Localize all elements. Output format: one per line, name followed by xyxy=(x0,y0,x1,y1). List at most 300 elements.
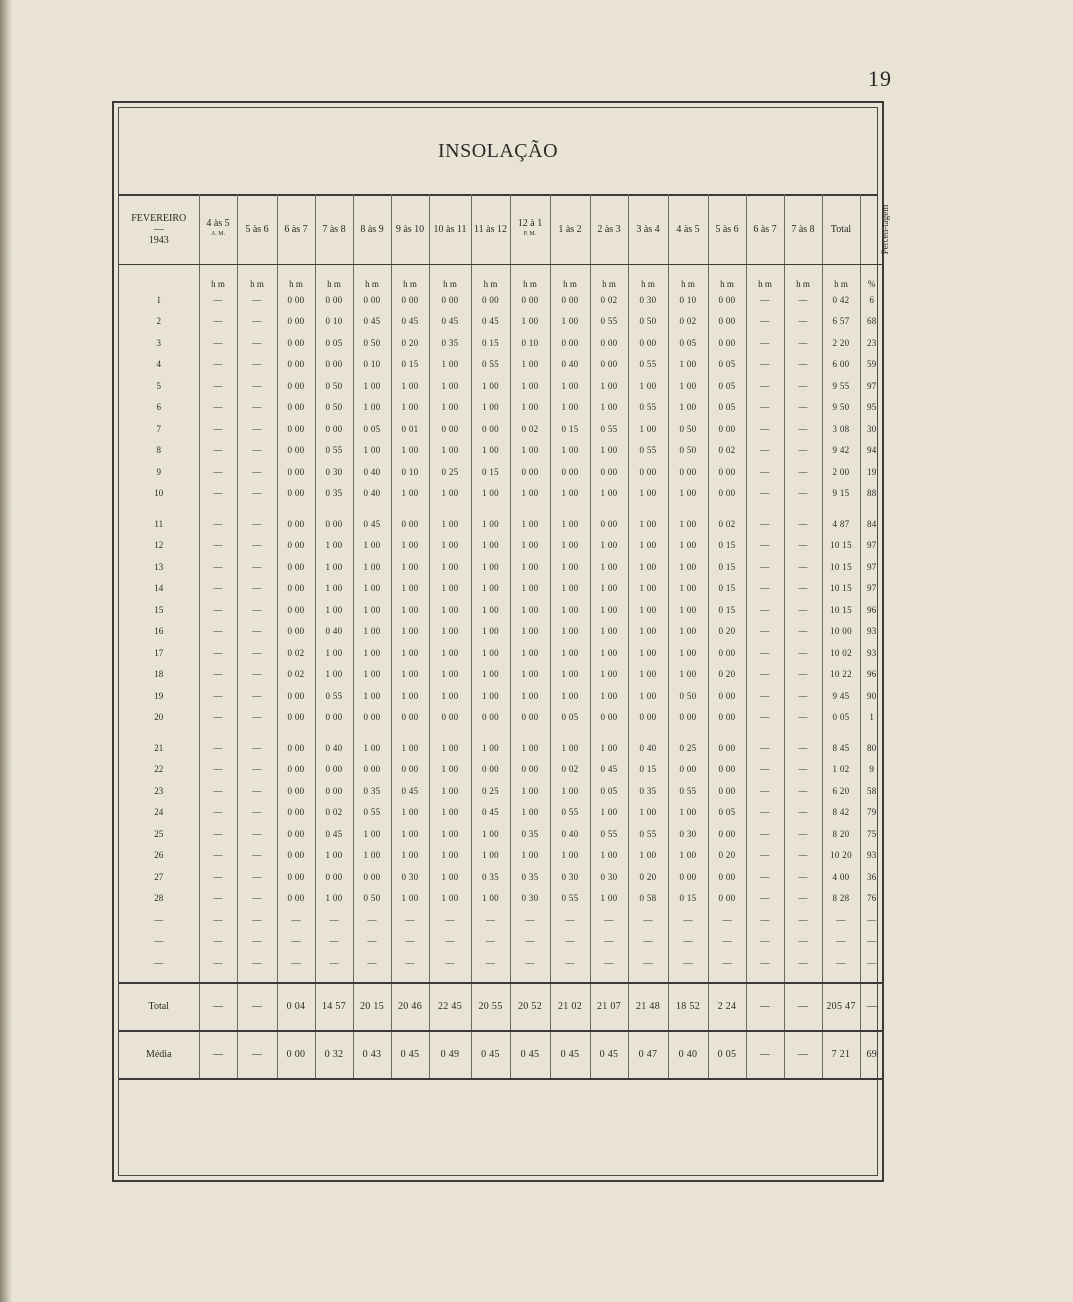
hour-cell: 0 45 xyxy=(471,311,510,333)
hour-cell: — xyxy=(199,418,237,440)
hour-cell: 0 55 xyxy=(550,888,590,910)
hour-cell: — xyxy=(784,707,822,729)
header-percent: Percen-tagem xyxy=(860,194,883,265)
day-number: 10 xyxy=(154,488,164,499)
gap-cell xyxy=(237,504,277,513)
totals-row-cell: — xyxy=(746,983,784,1031)
header-month-year xyxy=(119,194,199,265)
day-percent: 97 xyxy=(860,375,883,397)
hour-cell: 0 15 xyxy=(708,535,746,557)
hour-cell: 1 00 xyxy=(471,513,510,535)
hour-cell: 1 00 xyxy=(628,664,668,686)
hour-cell: — xyxy=(199,556,237,578)
hour-cell: 1 00 xyxy=(510,311,550,333)
hour-cell: 1 00 xyxy=(628,621,668,643)
hour-cell: 0 00 xyxy=(708,461,746,483)
day-percent: 97 xyxy=(860,578,883,600)
hour-cell: — xyxy=(199,664,237,686)
hour-cell: 1 00 xyxy=(590,888,628,910)
day-number: 17 xyxy=(154,647,164,658)
filler-cell xyxy=(353,974,391,983)
day-number: 5 xyxy=(156,380,161,391)
hour-cell: 1 00 xyxy=(353,845,391,867)
gap-cell xyxy=(277,728,315,737)
hour-cell: 1 00 xyxy=(668,397,708,419)
empty-cell: — xyxy=(471,931,510,953)
day-percent: 1 xyxy=(860,707,883,729)
hour-cell: — xyxy=(237,866,277,888)
empty-cell: — xyxy=(550,931,590,953)
hour-cell: — xyxy=(746,354,784,376)
gap-cell xyxy=(429,728,471,737)
hour-cell: 0 50 xyxy=(668,685,708,707)
gap-cell xyxy=(315,504,353,513)
unit-hm: h m xyxy=(708,265,746,290)
hour-cell: 0 00 xyxy=(471,707,510,729)
hour-cell: 1 00 xyxy=(429,513,471,535)
hour-cell: 1 00 xyxy=(590,397,628,419)
hour-cell: 1 00 xyxy=(471,397,510,419)
day-number: 9 xyxy=(156,466,161,477)
hour-cell: 1 00 xyxy=(471,664,510,686)
day-total: 8 20 xyxy=(822,823,860,845)
header-hour-9-10: 9 às 10 xyxy=(391,194,429,265)
hour-cell: — xyxy=(746,823,784,845)
hour-cell: 0 20 xyxy=(391,332,429,354)
day-number: 21 xyxy=(154,742,164,753)
day-percent: 95 xyxy=(860,397,883,419)
hour-cell: 0 55 xyxy=(628,354,668,376)
table-row xyxy=(119,461,883,483)
hour-cell: 0 00 xyxy=(315,707,353,729)
hour-cell: 0 55 xyxy=(628,397,668,419)
hour-cell: 1 00 xyxy=(429,759,471,781)
hour-cell: 1 00 xyxy=(628,845,668,867)
gap-cell xyxy=(510,728,550,737)
hour-cell: 0 00 xyxy=(277,332,315,354)
gap-cell xyxy=(199,504,237,513)
hour-cell: 0 45 xyxy=(391,311,429,333)
hour-cell: 0 00 xyxy=(708,311,746,333)
hour-cell: 1 00 xyxy=(550,397,590,419)
hour-cell: 0 00 xyxy=(708,866,746,888)
hour-cell: 0 00 xyxy=(510,707,550,729)
filler-cell xyxy=(550,974,590,983)
hour-cell: 0 15 xyxy=(391,354,429,376)
hour-cell: 1 00 xyxy=(668,535,708,557)
hour-cell: 1 00 xyxy=(550,513,590,535)
hour-cell: 1 00 xyxy=(429,823,471,845)
hour-cell: 0 05 xyxy=(353,418,391,440)
hour-cell: — xyxy=(237,535,277,557)
hour-cell: 1 00 xyxy=(429,397,471,419)
empty-cell: — xyxy=(471,952,510,974)
hour-cell: 1 00 xyxy=(391,440,429,462)
hour-cell: 0 35 xyxy=(353,780,391,802)
hour-cell: 1 00 xyxy=(429,535,471,557)
hour-cell: — xyxy=(746,866,784,888)
hour-cell: 1 00 xyxy=(628,375,668,397)
hour-cell: — xyxy=(199,866,237,888)
hour-cell: 0 00 xyxy=(550,289,590,311)
mean-row-cell: 0 45 xyxy=(550,1031,590,1079)
mean-row xyxy=(119,1031,883,1079)
gap-cell xyxy=(391,504,429,513)
hour-cell: 1 00 xyxy=(668,599,708,621)
hour-cell: — xyxy=(784,513,822,535)
hour-cell: 1 00 xyxy=(550,780,590,802)
hour-cell: 0 00 xyxy=(429,289,471,311)
header-hour-7-8: 7 às 8 xyxy=(315,194,353,265)
hour-cell: — xyxy=(199,802,237,824)
hour-cell: 0 00 xyxy=(277,513,315,535)
hour-cell: 1 00 xyxy=(550,621,590,643)
empty-cell: — xyxy=(822,952,860,974)
gap-cell xyxy=(860,504,883,513)
units-row xyxy=(119,265,883,290)
hour-cell: 1 00 xyxy=(590,737,628,759)
hour-cell: 1 00 xyxy=(590,685,628,707)
day-total: 9 15 xyxy=(822,483,860,505)
unit-hm: h m xyxy=(590,265,628,290)
hour-cell: — xyxy=(237,578,277,600)
table-row xyxy=(119,642,883,664)
mean-row-cell: 0 00 xyxy=(277,1031,315,1079)
hour-cell: 0 05 xyxy=(708,354,746,376)
hour-cell: 1 00 xyxy=(510,685,550,707)
day-percent: 88 xyxy=(860,483,883,505)
hour-cell: — xyxy=(199,823,237,845)
day-number: 3 xyxy=(156,337,161,348)
day-number: 24 xyxy=(154,807,164,818)
mean-row-cell: 0 45 xyxy=(590,1031,628,1079)
empty-cell: — xyxy=(315,931,353,953)
hour-cell: 0 30 xyxy=(510,888,550,910)
bottom-blank-cell xyxy=(119,1079,883,1185)
hour-cell: 1 00 xyxy=(510,556,550,578)
hour-cell: 1 00 xyxy=(590,578,628,600)
hour-cell: — xyxy=(784,440,822,462)
hour-cell: 0 05 xyxy=(550,707,590,729)
table-row xyxy=(119,397,883,419)
hour-cell: 0 00 xyxy=(708,759,746,781)
unit-hm: h m xyxy=(668,265,708,290)
hour-cell: 0 00 xyxy=(550,332,590,354)
hour-cell: 1 00 xyxy=(550,845,590,867)
empty-cell: — xyxy=(237,952,277,974)
day-total: 9 50 xyxy=(822,397,860,419)
hour-cell: 1 00 xyxy=(471,483,510,505)
hour-cell: 0 15 xyxy=(708,599,746,621)
hour-cell: 1 00 xyxy=(353,440,391,462)
gap-cell xyxy=(628,728,668,737)
empty-cell: — xyxy=(199,952,237,974)
header-hour-6-7: 6 às 7 xyxy=(277,194,315,265)
hour-cell: 0 00 xyxy=(708,289,746,311)
hour-cell: 0 45 xyxy=(471,802,510,824)
hour-cell: 1 00 xyxy=(590,599,628,621)
gap-cell xyxy=(784,504,822,513)
day-number: 15 xyxy=(154,604,164,615)
hour-cell: — xyxy=(784,642,822,664)
hour-cell: 1 00 xyxy=(668,664,708,686)
hour-cell: — xyxy=(784,483,822,505)
hour-cell: 0 50 xyxy=(628,311,668,333)
hour-cell: — xyxy=(237,823,277,845)
hour-cell: — xyxy=(199,311,237,333)
hour-cell: — xyxy=(746,888,784,910)
hour-cell: 0 30 xyxy=(550,866,590,888)
hour-cell: 1 00 xyxy=(550,440,590,462)
filler-cell xyxy=(668,974,708,983)
day-total: 8 42 xyxy=(822,802,860,824)
empty-cell: — xyxy=(708,931,746,953)
unit-hm: h m xyxy=(199,265,237,290)
gap-cell xyxy=(510,504,550,513)
day-total: 10 20 xyxy=(822,845,860,867)
hour-cell: 1 00 xyxy=(429,737,471,759)
hour-cell: 1 00 xyxy=(668,483,708,505)
empty-cell: — xyxy=(628,909,668,931)
day-number: 25 xyxy=(154,828,164,839)
day-percent: 9 xyxy=(860,759,883,781)
empty-row xyxy=(119,909,883,931)
day-total: 9 55 xyxy=(822,375,860,397)
hour-cell: — xyxy=(784,759,822,781)
gap-cell xyxy=(391,728,429,737)
empty-cell: — xyxy=(822,909,860,931)
table-row xyxy=(119,556,883,578)
hour-cell: — xyxy=(199,461,237,483)
totals-row-cell: 20 55 xyxy=(471,983,510,1031)
mean-row-percent: 69 xyxy=(860,1031,883,1079)
hour-cell: — xyxy=(784,397,822,419)
hour-cell: — xyxy=(746,737,784,759)
hour-cell: 1 00 xyxy=(391,578,429,600)
hour-cell: — xyxy=(784,685,822,707)
hour-cell: 1 00 xyxy=(510,780,550,802)
hour-cell: 0 00 xyxy=(277,759,315,781)
table-row xyxy=(119,685,883,707)
hour-cell: 0 10 xyxy=(668,289,708,311)
hour-cell: 0 05 xyxy=(590,780,628,802)
hour-cell: 1 00 xyxy=(353,737,391,759)
hour-cell: 0 25 xyxy=(668,737,708,759)
empty-cell: — xyxy=(668,952,708,974)
totals-row-cell: 20 52 xyxy=(510,983,550,1031)
hour-cell: 1 00 xyxy=(429,780,471,802)
table-title: INSOLAÇÃO xyxy=(437,140,559,162)
hour-cell: — xyxy=(199,642,237,664)
hour-cell: 1 00 xyxy=(668,354,708,376)
mean-row-cell: 0 32 xyxy=(315,1031,353,1079)
day-number: 6 xyxy=(156,402,161,413)
mean-row-cell: 0 40 xyxy=(668,1031,708,1079)
day-percent: 97 xyxy=(860,556,883,578)
empty-cell: — xyxy=(628,931,668,953)
hour-cell: — xyxy=(746,535,784,557)
hour-cell: 0 00 xyxy=(277,483,315,505)
hour-cell: 1 00 xyxy=(550,556,590,578)
hour-cell: — xyxy=(237,642,277,664)
hour-cell: — xyxy=(199,780,237,802)
hour-cell: 0 00 xyxy=(277,802,315,824)
hour-cell: 0 00 xyxy=(590,461,628,483)
unit-hm: h m xyxy=(391,265,429,290)
hour-cell: 1 00 xyxy=(550,535,590,557)
gap-cell xyxy=(628,504,668,513)
hour-cell: 0 00 xyxy=(590,707,628,729)
hour-cell: 1 00 xyxy=(353,664,391,686)
hour-cell: 0 30 xyxy=(315,461,353,483)
hour-cell: 1 00 xyxy=(590,535,628,557)
hour-cell: 0 00 xyxy=(628,707,668,729)
hour-cell: 1 00 xyxy=(429,685,471,707)
header-am: A. M. xyxy=(210,231,226,237)
empty-cell: — xyxy=(429,909,471,931)
gap-cell xyxy=(471,504,510,513)
hour-cell: — xyxy=(746,707,784,729)
filler-cell xyxy=(315,974,353,983)
hour-cell: — xyxy=(746,397,784,419)
empty-cell: — xyxy=(510,931,550,953)
table-row xyxy=(119,311,883,333)
hour-cell: 0 02 xyxy=(708,513,746,535)
hour-cell: 0 40 xyxy=(353,461,391,483)
mean-row-cell: — xyxy=(237,1031,277,1079)
header-hour-7-8-pm: 7 às 8 xyxy=(784,194,822,265)
hour-cell: — xyxy=(237,556,277,578)
hour-cell: — xyxy=(746,664,784,686)
hour-cell: 0 50 xyxy=(353,888,391,910)
day-total: 9 45 xyxy=(822,685,860,707)
header-hour-2-3: 2 às 3 xyxy=(590,194,628,265)
hour-cell: — xyxy=(199,440,237,462)
hour-cell: 1 00 xyxy=(628,802,668,824)
hour-cell: 0 02 xyxy=(668,311,708,333)
totals-row-cell: 14 57 xyxy=(315,983,353,1031)
hour-cell: 0 00 xyxy=(353,866,391,888)
table-row xyxy=(119,440,883,462)
hour-cell: — xyxy=(237,707,277,729)
table-row xyxy=(119,535,883,557)
hour-cell: 1 00 xyxy=(391,535,429,557)
hour-cell: 0 00 xyxy=(590,513,628,535)
hour-cell: — xyxy=(784,888,822,910)
filler-cell xyxy=(471,974,510,983)
unit-hm: h m xyxy=(746,265,784,290)
hour-cell: 1 00 xyxy=(315,556,353,578)
hour-cell: 1 00 xyxy=(510,397,550,419)
hour-cell: 0 10 xyxy=(391,461,429,483)
gap-cell xyxy=(590,504,628,513)
unit-hm: h m xyxy=(550,265,590,290)
empty-cell: — xyxy=(429,952,471,974)
hour-cell: 0 00 xyxy=(315,289,353,311)
hour-cell: 1 00 xyxy=(471,737,510,759)
hour-cell: 0 10 xyxy=(315,311,353,333)
table-row xyxy=(119,664,883,686)
hour-cell: 1 00 xyxy=(628,642,668,664)
header-total: Total xyxy=(822,194,860,265)
hour-cell: 0 45 xyxy=(590,759,628,781)
day-number: 23 xyxy=(154,785,164,796)
table-row xyxy=(119,823,883,845)
hour-cell: 0 00 xyxy=(510,759,550,781)
hour-cell: 0 58 xyxy=(628,888,668,910)
hour-cell: 1 00 xyxy=(510,578,550,600)
empty-cell: — xyxy=(237,931,277,953)
empty-cell: — xyxy=(429,931,471,953)
hour-cell: 1 00 xyxy=(510,513,550,535)
header-hour-11-12: 11 às 12 xyxy=(471,194,510,265)
hour-cell: — xyxy=(746,642,784,664)
hour-cell: 0 00 xyxy=(277,888,315,910)
day-percent: 90 xyxy=(860,685,883,707)
gap-cell xyxy=(784,728,822,737)
hour-cell: 1 00 xyxy=(315,599,353,621)
hour-cell: 0 00 xyxy=(550,461,590,483)
gap-cell xyxy=(119,728,199,737)
table-row xyxy=(119,707,883,729)
empty-cell: — xyxy=(471,909,510,931)
hour-cell: 0 00 xyxy=(708,483,746,505)
hour-cell: 1 00 xyxy=(391,685,429,707)
hour-cell: 1 00 xyxy=(510,375,550,397)
empty-cell: — xyxy=(391,952,429,974)
hour-cell: — xyxy=(746,685,784,707)
empty-cell: — xyxy=(628,952,668,974)
hour-cell: 0 50 xyxy=(668,418,708,440)
hour-cell: 1 00 xyxy=(550,599,590,621)
mean-row-cell: — xyxy=(746,1031,784,1079)
hour-cell: 0 40 xyxy=(315,621,353,643)
hour-cell: — xyxy=(784,737,822,759)
filler-row xyxy=(119,974,883,983)
hour-cell: 0 00 xyxy=(708,642,746,664)
day-total: 1 02 xyxy=(822,759,860,781)
day-number: 7 xyxy=(156,423,161,434)
group-gap xyxy=(119,504,883,513)
hour-cell: 0 02 xyxy=(510,418,550,440)
day-percent: 84 xyxy=(860,513,883,535)
filler-cell xyxy=(510,974,550,983)
gap-cell xyxy=(708,504,746,513)
empty-cell: — xyxy=(391,931,429,953)
hour-cell: — xyxy=(237,845,277,867)
hour-cell: 1 00 xyxy=(550,483,590,505)
gap-cell xyxy=(822,728,860,737)
day-total: 10 15 xyxy=(822,556,860,578)
hour-cell: 0 00 xyxy=(708,707,746,729)
day-total: 0 05 xyxy=(822,707,860,729)
day-percent: 79 xyxy=(860,802,883,824)
hour-cell: 0 00 xyxy=(277,289,315,311)
hour-cell: — xyxy=(746,375,784,397)
gap-cell xyxy=(550,728,590,737)
hour-cell: 0 00 xyxy=(277,599,315,621)
day-total: 0 42 xyxy=(822,289,860,311)
hour-cell: — xyxy=(784,418,822,440)
day-number: 13 xyxy=(154,561,164,572)
day-percent: 80 xyxy=(860,737,883,759)
day-number: 12 xyxy=(154,540,164,551)
empty-cell: — xyxy=(860,931,883,953)
empty-cell: — xyxy=(668,931,708,953)
table-body xyxy=(119,265,883,1185)
header-hour-4-5-pm: 4 às 5 xyxy=(668,194,708,265)
hour-cell: 0 50 xyxy=(315,397,353,419)
